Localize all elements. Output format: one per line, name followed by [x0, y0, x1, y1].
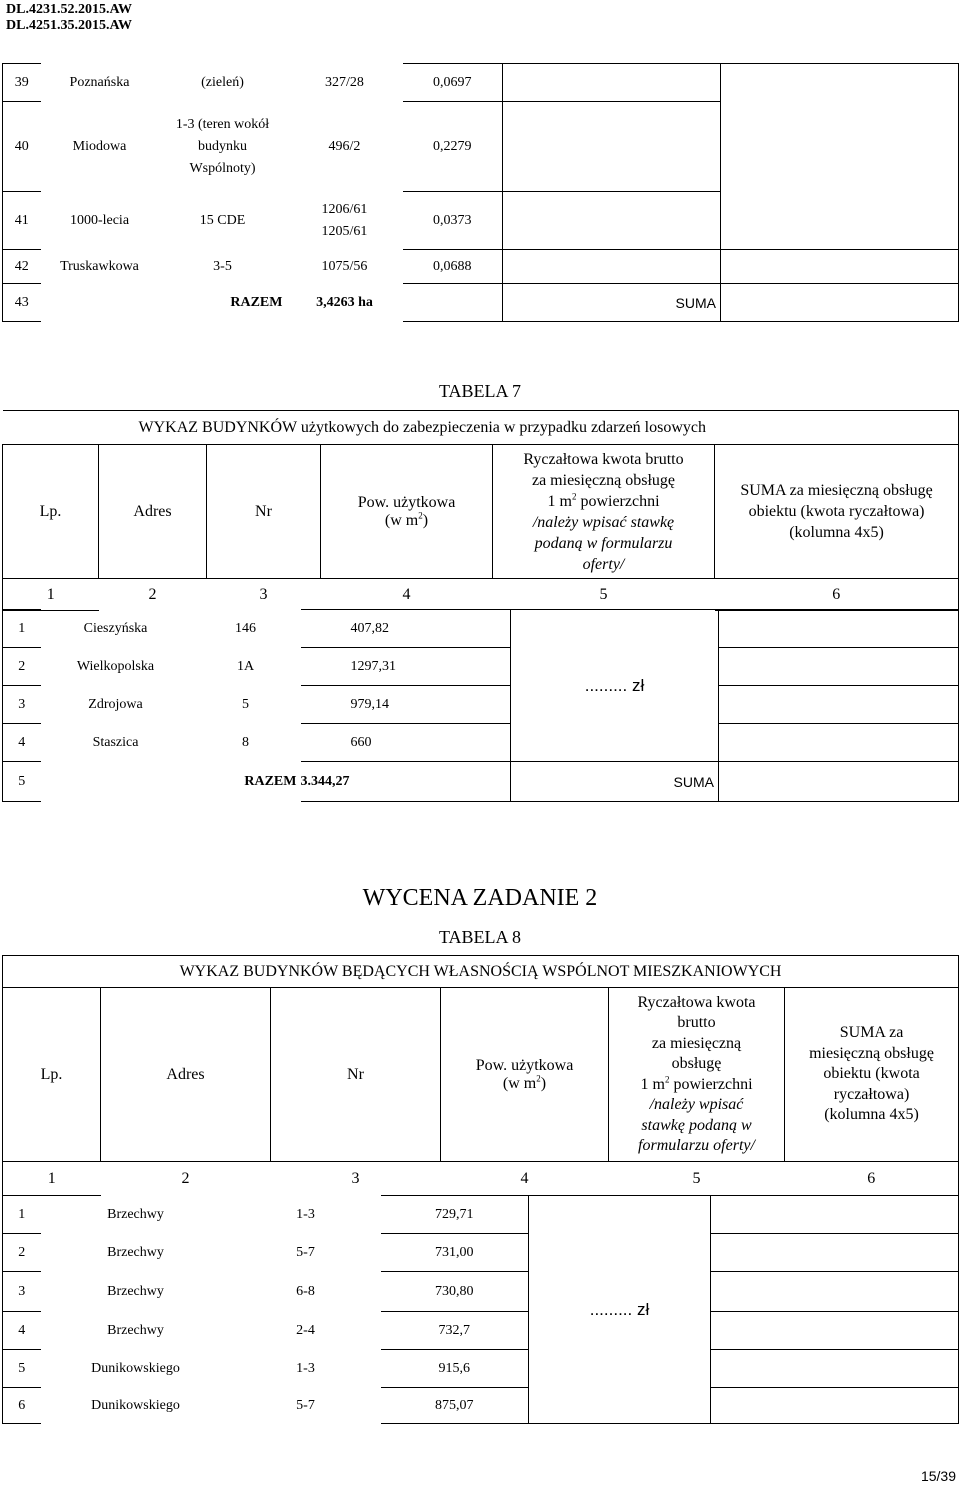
- table8-caption: WYKAZ BUDYNKÓW BĘDĄCYCH WŁASNOŚCIĄ WSPÓLNOT MIESZKANIOWYCH: [3, 956, 959, 988]
- column-numbers: 1 2 3 4 5 6: [3, 579, 959, 611]
- table-row: 42 Truskawkowa 3-5 1075/56 0,0688: [3, 250, 959, 284]
- reference-line-1: DL.4231.52.2015.AW: [6, 2, 133, 17]
- section-heading: WYCENA ZADANIE 2: [362, 885, 598, 911]
- table7-caption: WYKAZ BUDYNKÓW użytkowych do zabezpieczenia w przypadku zdarzeń losowych: [99, 411, 959, 445]
- buildings-table-8-rows: [2, 1195, 959, 1424]
- rate-cell: ......... zł: [511, 610, 719, 762]
- page-number: 15/39: [920, 1468, 956, 1484]
- table-row: 3 Zdrojowa 5 979,14: [3, 686, 959, 724]
- table7-title: TABELA 7: [438, 381, 522, 401]
- buildings-table-7-rows: [2, 609, 959, 802]
- buildings-table-7: WYKAZ BUDYNKÓW użytkowych do zabezpieczenia w przypadku zdarzeń losowych Lp. Adres Nr Pow. użytkowa (w $m^2$) Ryczałtowa kwota brutto za miesięczną obsługę 1 $m^2$ powierzchni /należy wpisać stawkę podaną w formularzu oferty/ SUMA za miesięczną obsługę obiektu (kwota ryczałtowa) (kolumna 4x5) 1 2 3 4 5 6: [2, 410, 959, 611]
- table-row: 2 Brzechwy 5-7 731,00: [3, 1234, 959, 1272]
- rate-cell: ......... zł: [529, 1196, 711, 1424]
- table-row: 39 Poznańska (zieleń) 327/28 0,0697: [3, 64, 959, 102]
- reference-line-2: DL.4251.35.2015.AW: [6, 18, 133, 33]
- total-row: 43 RAZEM 3,4263 ha SUMA: [3, 284, 959, 322]
- buildings-table-8: WYKAZ BUDYNKÓW BĘDĄCYCH WŁASNOŚCIĄ WSPÓLNOT MIESZKANIOWYCH Lp. Adres Nr Pow. użytkowa (w $m^2$) Ryczałtowa kwota brutto za miesięczną obsługę 1 $m^2$ powierzchni /należy wpisać stawkę podaną w formularzu oferty/ SUMA za miesięczną obsługę obiektu (kwota ryczałtowa) (kolumna 4x5) 1 2 3 4 5 6: [2, 955, 959, 1196]
- table-row: 1 Brzechwy 1-3 729,71 ......... zł: [3, 1196, 959, 1234]
- total-row: 5 RAZEM 3.344,27 SUMA: [3, 762, 959, 802]
- table-row: 6 Dunikowskiego 5-7 875,07: [3, 1388, 959, 1424]
- table-row: 4 Staszica 8 660: [3, 724, 959, 762]
- column-numbers: 1 2 3 4 5 6: [3, 1162, 959, 1196]
- table-row: 40 Miodowa 1-3 (teren wokół budynku Wspólnoty) 496/2 0,2279: [3, 102, 959, 192]
- table-row: 1 Cieszyńska 146 407,82 ......... zł: [3, 610, 959, 648]
- table8-title: TABELA 8: [438, 927, 522, 947]
- table-row: 2 Wielkopolska 1A 1297,31: [3, 648, 959, 686]
- table-row: 41 1000-lecia 15 CDE 1206/61 1205/61 0,0373: [3, 192, 959, 250]
- document-reference: [6, 2, 132, 34]
- table-row: 5 Dunikowskiego 1-3 915,6: [3, 1350, 959, 1388]
- table-row: 3 Brzechwy 6-8 730,80: [3, 1272, 959, 1312]
- table-row: 4 Brzechwy 2-4 732,7: [3, 1312, 959, 1350]
- parcel-table: [2, 63, 959, 322]
